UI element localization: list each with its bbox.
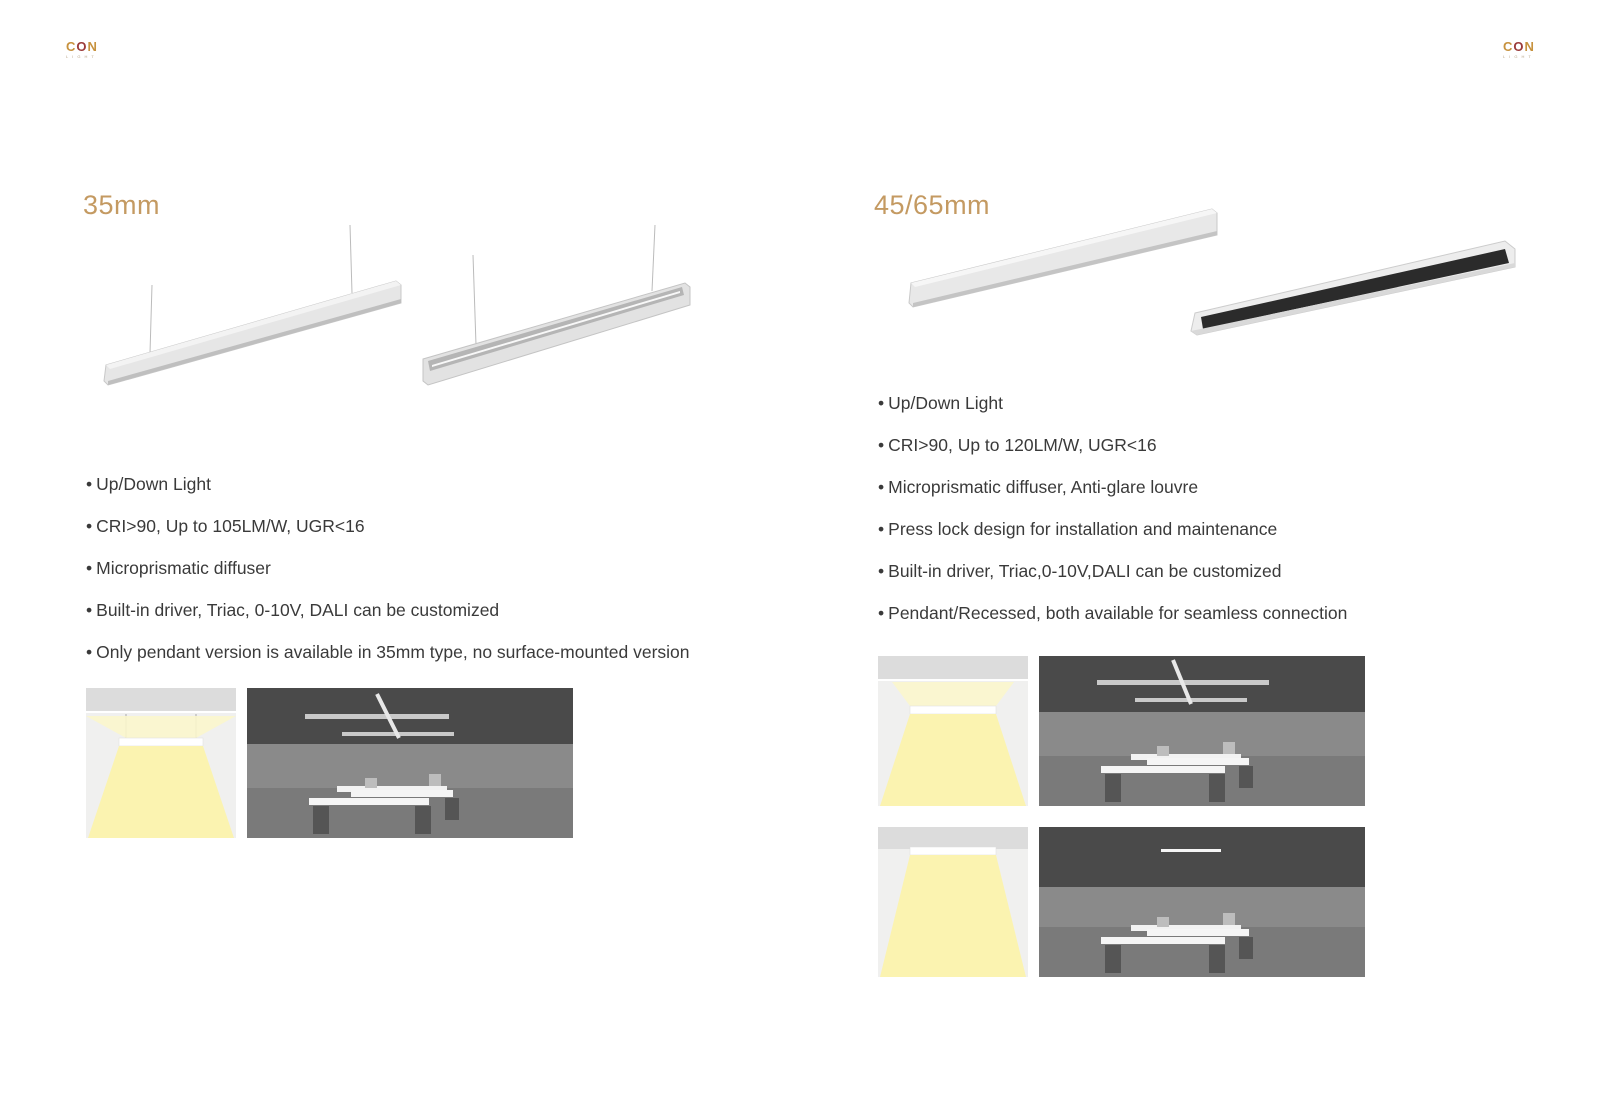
section-title-45-65mm: 45/65mm bbox=[874, 190, 991, 220]
feature-item: • Microprismatic diffuser bbox=[86, 557, 690, 599]
beam-diagram-pendant bbox=[86, 688, 236, 838]
feature-item: • CRI>90, Up to 105LM/W, UGR<16 bbox=[86, 515, 690, 557]
beam-diagram-recessed bbox=[878, 827, 1028, 977]
feature-item: • Up/Down Light bbox=[86, 473, 690, 515]
brand-logo-left: CON LIGHT bbox=[66, 39, 98, 59]
feature-item: • Pendant/Recessed, both available for seamless connection bbox=[878, 602, 1347, 644]
feature-item: • Only pendant version is available in 35mm type, no surface-mounted version bbox=[86, 641, 690, 683]
feature-list-35mm bbox=[86, 473, 690, 683]
feature-item: • CRI>90, Up to 120LM/W, UGR<16 bbox=[878, 434, 1347, 476]
product-image-45-65mm bbox=[905, 205, 1525, 345]
office-render-pendant bbox=[247, 688, 573, 838]
brand-logo-right: CON LIGHT bbox=[1503, 39, 1535, 59]
feature-item: • Microprismatic diffuser, Anti-glare louvre bbox=[878, 476, 1347, 518]
product-image-35mm-pendants bbox=[100, 225, 700, 395]
feature-item: • Press lock design for installation and maintenance bbox=[878, 518, 1347, 560]
office-render-surface bbox=[1039, 656, 1365, 806]
feature-item: • Built-in driver, Triac, 0-10V, DALI can be customized bbox=[86, 599, 690, 641]
feature-list-45-65mm bbox=[878, 392, 1347, 644]
section-title-35mm: 35mm bbox=[83, 190, 161, 220]
office-render-recessed bbox=[1039, 827, 1365, 977]
feature-item: • Up/Down Light bbox=[878, 392, 1347, 434]
feature-item: • Built-in driver, Triac,0-10V,DALI can be customized bbox=[878, 560, 1347, 602]
beam-diagram-surface bbox=[878, 656, 1028, 806]
